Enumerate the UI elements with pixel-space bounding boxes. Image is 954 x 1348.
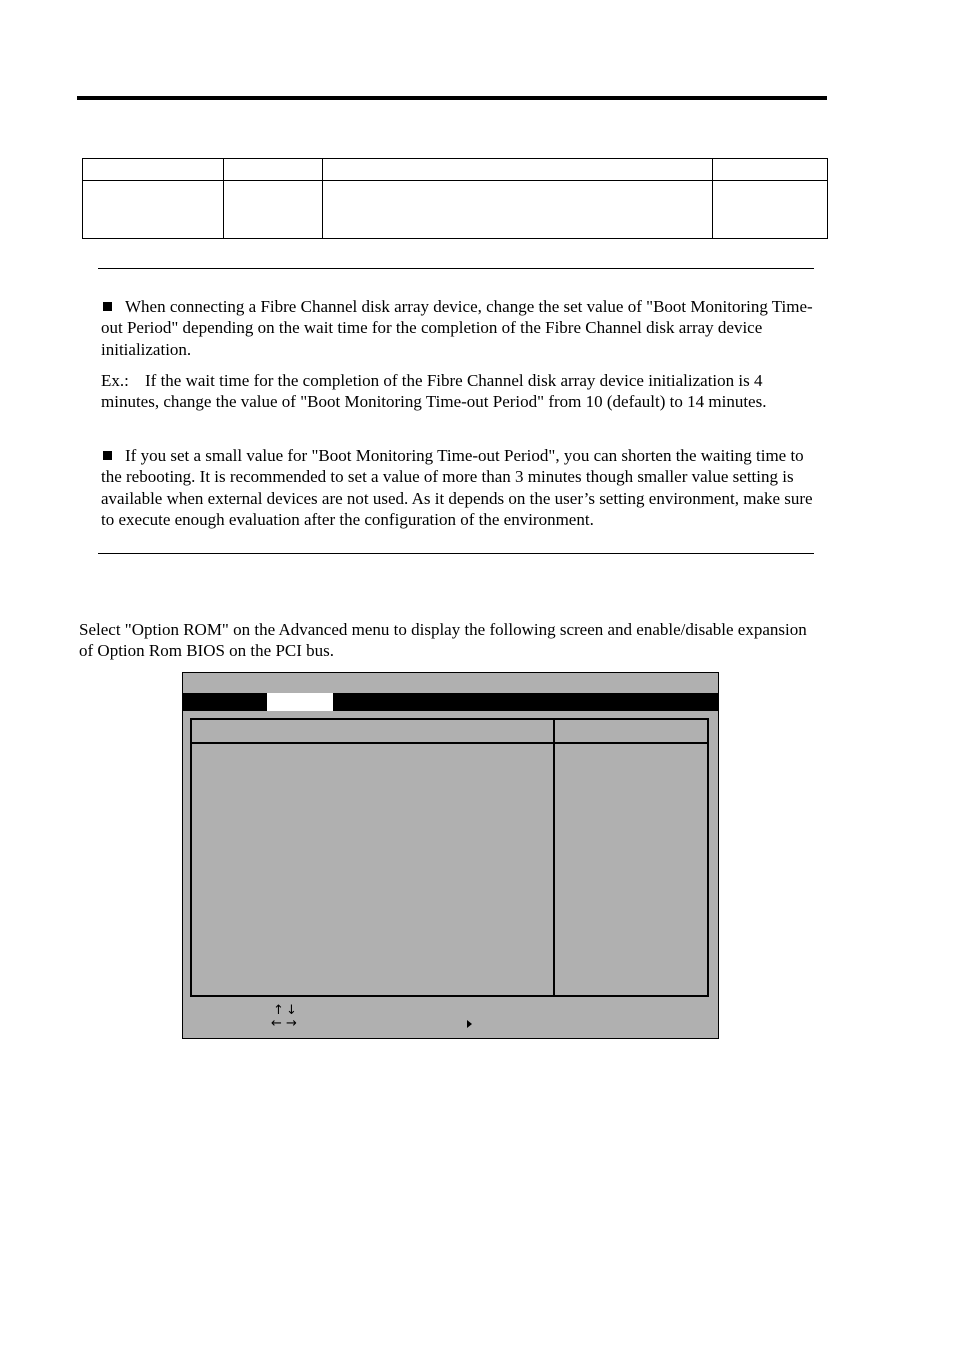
table-header-cell <box>224 159 323 181</box>
example-label: Ex.: <box>101 371 129 390</box>
bios-menu-bar <box>183 693 718 711</box>
example-text: If the wait time for the completion of the Fibre Channel disk array device initialization is 4 minutes, change the value of "Boot Monitoring Time-out Period" from 10 (default) to 14 minutes. <box>101 371 767 412</box>
bios-menu-tab[interactable] <box>567 693 637 711</box>
note-paragraph-2-text: If you set a small value for "Boot Monitoring Time-out Period", you can shorten the waiting time to the rebooting. It is recommended to set a value of more than 3 minutes though smaller value setting is available when external devices are not used. As it depends on the user’s setting environment, make sure to execute enough evaluation after the configuration of the environment. <box>101 446 813 529</box>
table-header-cell <box>713 159 828 181</box>
bios-navigation-keys <box>271 1004 311 1030</box>
table-row <box>83 181 828 239</box>
note-paragraph-1-text: When connecting a Fibre Channel disk array device, change the set value of "Boot Monitoring Time-out Period" depending on the wait time for the completion of the Fibre Channel disk array device initialization. <box>101 297 813 359</box>
note-paragraph-2 <box>101 445 813 530</box>
intro-paragraph: Select "Option ROM" on the Advanced menu to display the following screen and enable/disable expansion of Option Rom BIOS on the PCI bus. <box>79 620 807 661</box>
up-arrow-icon: ↑ <box>273 1003 284 1018</box>
table-cell <box>224 181 323 239</box>
bios-screen <box>182 672 719 1039</box>
bios-help-divider <box>553 720 555 995</box>
square-bullet-icon <box>103 451 112 460</box>
note-paragraph-1 <box>101 296 813 360</box>
bios-menu-tab-active[interactable] <box>267 693 333 711</box>
table-header-row <box>83 159 828 181</box>
note-bottom-rule <box>98 553 814 554</box>
bios-menu-tab[interactable] <box>415 693 485 711</box>
bios-menu-tab[interactable] <box>491 693 561 711</box>
table-cell <box>83 181 224 239</box>
table-header-cell <box>83 159 224 181</box>
note-example <box>101 370 813 413</box>
settings-table <box>82 158 828 239</box>
down-arrow-icon: ↓ <box>286 1003 297 1018</box>
submenu-triangle-icon <box>467 1020 472 1028</box>
note-top-rule <box>98 268 814 269</box>
left-arrow-icon: ← <box>271 1016 282 1031</box>
right-arrow-icon: → <box>286 1016 297 1031</box>
bios-menu-tab[interactable] <box>193 693 263 711</box>
table-cell <box>323 181 713 239</box>
bios-menu-tab[interactable] <box>339 693 409 711</box>
header-rule <box>77 96 827 100</box>
bios-panel-header <box>192 720 707 744</box>
square-bullet-icon <box>103 302 112 311</box>
table-cell <box>713 181 828 239</box>
table-header-cell <box>323 159 713 181</box>
bios-settings-panel <box>190 718 709 997</box>
